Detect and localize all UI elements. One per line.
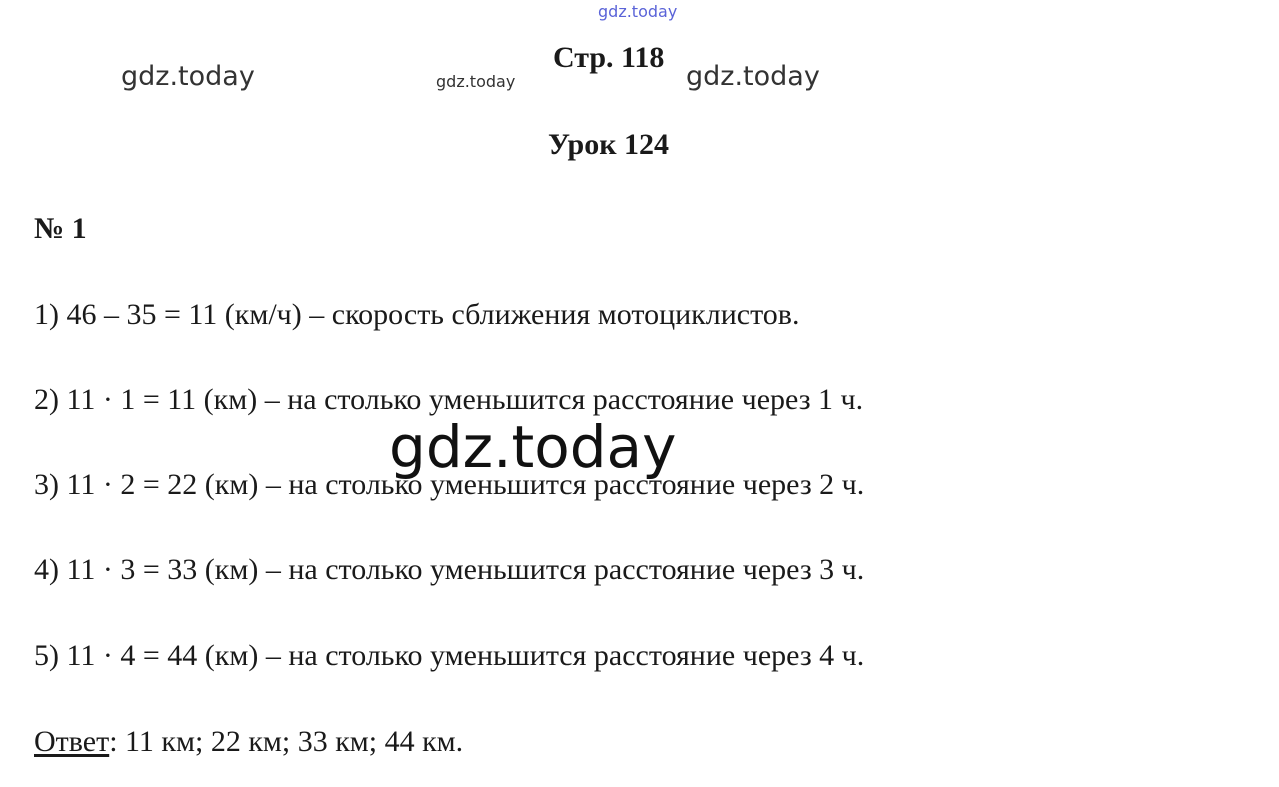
- watermark-top: gdz.today: [598, 2, 678, 21]
- answer-text: : 11 км; 22 км; 33 км; 44 км.: [109, 725, 464, 758]
- answer-line: [34, 727, 463, 757]
- watermark-center: gdz.today: [389, 413, 677, 481]
- watermark-right: gdz.today: [686, 61, 820, 92]
- solution-step-2: 2) 11 · 1 = 11 (км) – на столько уменьшится расстояние через 1 ч.: [34, 383, 864, 416]
- watermark-left: gdz.today: [121, 61, 255, 92]
- solution-step-5: 5) 11 · 4 = 44 (км) – на столько уменьшится расстояние через 4 ч.: [34, 639, 865, 672]
- solution-step-3: 3) 11 · 2 = 22 (км) – на столько уменьшится расстояние через 2 ч.: [34, 468, 865, 501]
- page-title: Стр. 118: [553, 41, 665, 74]
- watermark-small: gdz.today: [436, 72, 516, 91]
- answer-label: Ответ: [34, 725, 110, 758]
- solution-step-1: 1) 46 – 35 = 11 (км/ч) – скорость сближения мотоциклистов.: [34, 298, 800, 331]
- task-number: № 1: [34, 212, 87, 245]
- solution-step-4: 4) 11 · 3 = 33 (км) – на столько уменьшится расстояние через 3 ч.: [34, 553, 865, 586]
- lesson-title: Урок 124: [548, 128, 670, 161]
